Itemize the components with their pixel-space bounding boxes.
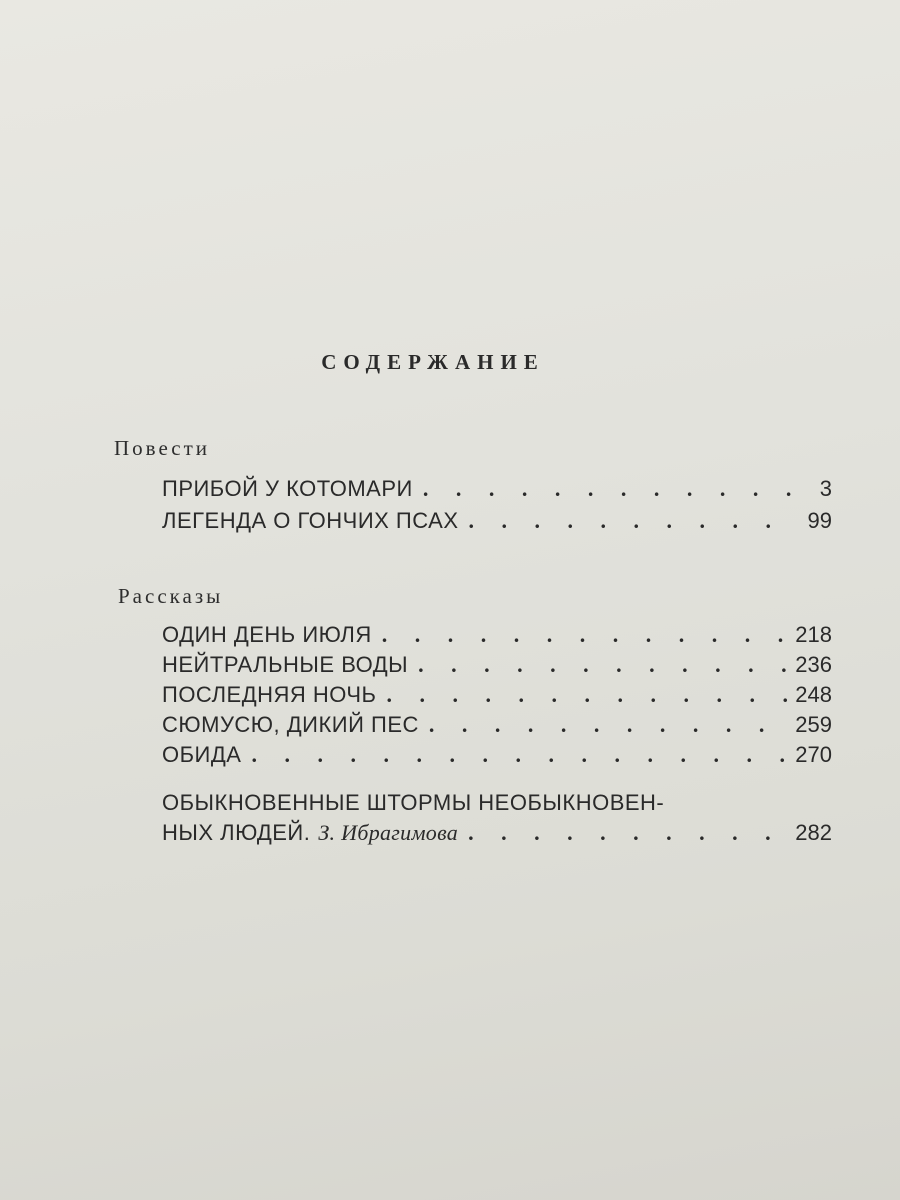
section-label-povesti: Повести <box>114 436 211 460</box>
dot-leader <box>251 742 787 768</box>
toc-entry-afterword[interactable] <box>162 820 832 850</box>
toc-entry-page: 3 <box>819 476 832 501</box>
toc-entry-title: ЛЕГЕНДА О ГОНЧИХ ПСАХ <box>162 508 459 533</box>
toc-entry-page: 99 <box>807 508 832 533</box>
toc-entry-title: ПОСЛЕДНЯЯ НОЧЬ <box>162 682 377 707</box>
toc-entry[interactable] <box>162 682 832 712</box>
toc-entry-title: ПРИБОЙ У КОТОМАРИ <box>162 476 413 501</box>
toc-entry-page: 248 <box>795 682 832 707</box>
toc-entry-title: НЫХ ЛЮДЕЙ. <box>162 820 311 845</box>
toc-entry-page: 218 <box>795 622 832 647</box>
page-title: СОДЕРЖАНИЕ <box>321 350 545 374</box>
toc-entry[interactable] <box>162 476 832 506</box>
dot-leader <box>382 622 788 648</box>
dot-leader <box>418 652 787 678</box>
section-label-rasskazy: Рассказы <box>118 584 224 608</box>
toc-entry-page: 259 <box>795 712 832 737</box>
dot-leader <box>429 712 787 738</box>
dot-leader <box>469 508 795 534</box>
dot-leader <box>468 820 787 846</box>
toc-entry[interactable] <box>162 712 832 742</box>
toc-entry-page: 270 <box>795 742 832 767</box>
toc-entry-page: 236 <box>795 652 832 677</box>
dot-leader <box>423 476 794 502</box>
toc-entry[interactable] <box>162 652 832 682</box>
toc-entry[interactable] <box>162 742 832 772</box>
toc-entry[interactable] <box>162 622 832 652</box>
afterword-title-line1[interactable]: ОБЫКНОВЕННЫЕ ШТОРМЫ НЕОБЫКНОВЕН- <box>162 790 665 815</box>
toc-entry-title: ОБИДА <box>162 742 242 767</box>
toc-entry-title: НЕЙТРАЛЬНЫЕ ВОДЫ <box>162 652 409 677</box>
toc-entry-page: 282 <box>795 820 832 845</box>
toc-entry[interactable] <box>162 508 832 538</box>
toc-entry-title: ОДИН ДЕНЬ ИЮЛЯ <box>162 622 372 647</box>
afterword-author: З. Ибрагимова <box>318 820 459 845</box>
dot-leader <box>387 682 788 708</box>
toc-entry-title: СЮМУСЮ, ДИКИЙ ПЕС <box>162 712 419 737</box>
